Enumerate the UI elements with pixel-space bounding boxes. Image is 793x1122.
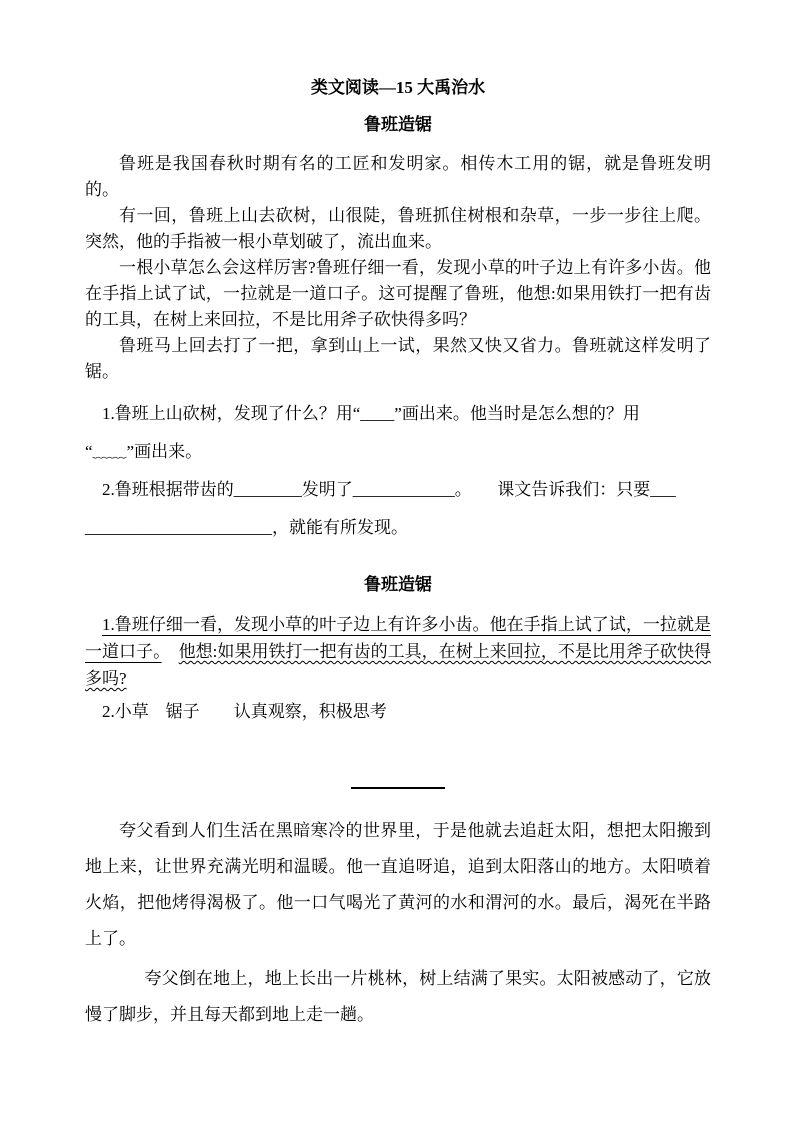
story2-title-blank-line — [351, 787, 445, 789]
question-2-text-a: 2.鲁班根据带齿的 — [102, 480, 234, 499]
solid-blank-line: ______________________ — [85, 518, 272, 537]
solid-blank-line: ____________ — [352, 480, 455, 499]
story1-paragraph-1: 鲁班是我国春秋时期有名的工匠和发明家。相传木工用的锯，就是鲁班发明的。 — [85, 154, 711, 199]
question-2-text-d: ，就能有所发现。 — [272, 518, 408, 537]
document-title: 类文阅读—15 大禹治水 — [310, 78, 486, 97]
story1-title: 鲁班造锯 — [364, 115, 432, 134]
answer-1-wavy-underlined-text: 他想:如果用铁打一把有齿的工具，在树上来回拉，不是比用斧子砍快得多吗? — [85, 642, 712, 688]
answer-1-spacer — [162, 642, 179, 661]
answer-2: 2.小草 锯子 认真观察，积极思考 — [102, 702, 387, 721]
question-1-text-b: ”画出来。他当时是怎么想的？用 — [394, 404, 640, 423]
question-2 — [85, 471, 711, 547]
answers-section — [85, 611, 711, 725]
story1-paragraph-2: 有一回，鲁班上山去砍树，山很陡，鲁班抓住树根和杂草，一步一步往上爬。突然，他的手指被一根小草划破了，流出血来。 — [85, 206, 711, 251]
question-1-text-a: 1.鲁班上山砍树，发现了什么？用“ — [102, 404, 361, 423]
story2-paragraph-1: 夸父看到人们生活在黑暗寒冷的世界里，于是他就去追赶太阳，想把太阳搬到地上来，让世界充满光明和温暖。他一直追呀追，追到太阳落山的地方。太阳喷着火焰，把他烤得渴极了。他一口气喝光了黄河的水和渭河的水。最后，渴死在半路上了。 — [85, 821, 711, 948]
question-2-text-b: 发明了 — [301, 480, 353, 499]
solid-blank-line: ___ — [650, 480, 676, 499]
wavy-blank-line: ﹏﹏ — [92, 442, 127, 461]
questions-section — [85, 395, 711, 547]
solid-blank-line: ____ — [360, 404, 395, 423]
story1-paragraph-3: 一根小草怎么会这样厉害?鲁班仔细一看，发现小草的叶子边上有许多小齿。他在手指上试了试，一拉就是一道口子。这可提醒了鲁班，他想:如果用铁打一把有齿的工具，在树上来回拉，不是比用斧子砍快得多吗？ — [85, 258, 711, 329]
story1-paragraph-4: 鲁班马上回去打了一把，拿到山上一试，果然又快又省力。鲁班就这样发明了锯。 — [85, 336, 711, 381]
question-1-text-d: ”画出来。 — [126, 442, 203, 461]
answers-title: 鲁班造锯 — [364, 575, 432, 594]
story2-body — [85, 813, 711, 1033]
story1-body — [85, 151, 711, 385]
question-1-text-c: “ — [85, 442, 93, 461]
answer-1-solid-underlined-text: 1.鲁班仔细一看，发现小草的叶子边上有许多小齿。他在手指上试了试，一拉就是一道口子。 — [85, 615, 711, 661]
answer-1 — [85, 611, 711, 692]
story2-paragraph-2: 夸父倒在地上，地上长出一片桃林，树上结满了果实。太阳被感动了，它放慢了脚步，并且每天都到地上走一趟。 — [85, 969, 711, 1024]
question-1 — [85, 395, 711, 471]
question-2-text-c: 。 课文告诉我们：只要 — [454, 480, 651, 499]
solid-blank-line: ________ — [233, 480, 302, 499]
